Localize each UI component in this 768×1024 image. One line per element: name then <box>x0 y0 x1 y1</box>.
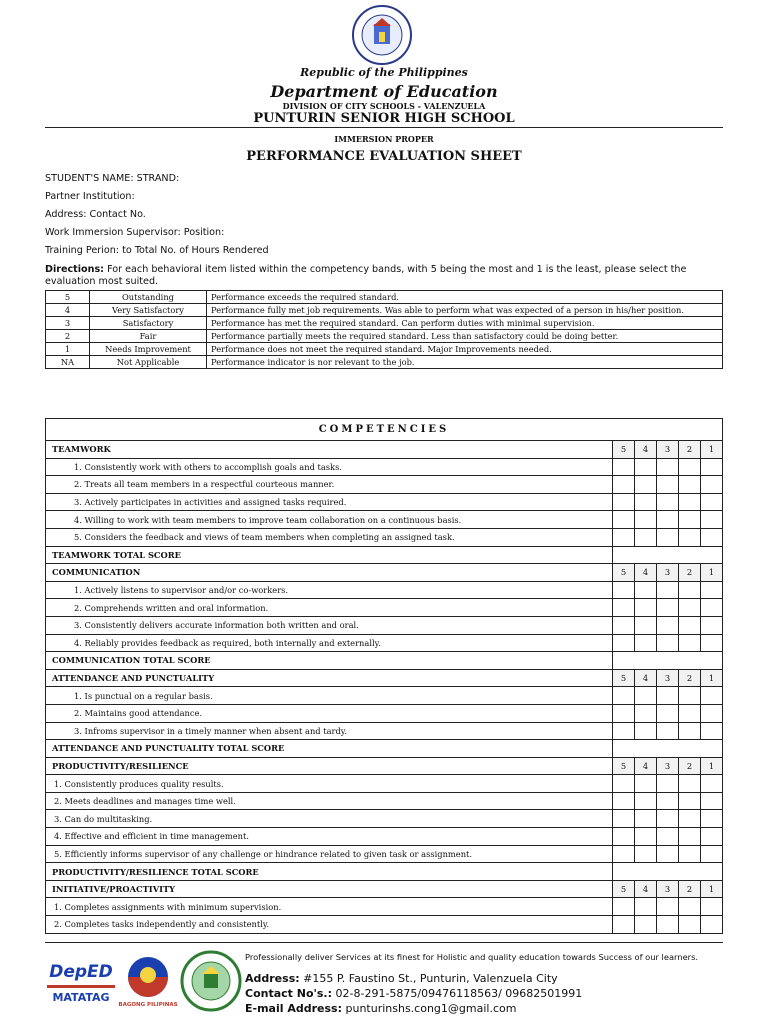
competencies-heading-row <box>46 419 723 441</box>
score-cell[interactable] <box>613 722 635 740</box>
address-value: #155 P. Faustino St., Punturin, Valenzuela City <box>303 972 558 985</box>
score-cell[interactable] <box>635 634 657 652</box>
score-cell[interactable] <box>679 599 701 617</box>
score-header: 3 <box>657 669 679 687</box>
score-cell[interactable] <box>657 511 679 529</box>
score-cell[interactable] <box>657 845 679 863</box>
score-cell[interactable] <box>657 528 679 546</box>
section-header-row <box>46 880 723 898</box>
score-header: 1 <box>701 669 723 687</box>
position-label: Position: <box>183 227 225 238</box>
competency-item: 1. Consistently produces quality results. <box>46 775 613 793</box>
section-header-row <box>46 441 723 459</box>
student-name-row <box>45 173 725 185</box>
competency-item: 3. Actively participates in activities and assigned tasks required. <box>46 493 613 511</box>
scale-rating: Needs Improvement <box>90 343 207 356</box>
scale-score: 2 <box>46 330 90 343</box>
section-total-label: COMMUNICATION TOTAL SCORE <box>46 652 613 670</box>
score-cell[interactable] <box>613 916 635 934</box>
score-cell[interactable] <box>613 528 635 546</box>
score-header: 5 <box>613 880 635 898</box>
scale-score: NA <box>46 356 90 369</box>
score-header: 5 <box>613 669 635 687</box>
scale-row <box>46 343 723 356</box>
score-cell[interactable] <box>701 687 723 705</box>
address-row <box>45 209 725 221</box>
partner-label: Partner Institution: <box>45 191 135 202</box>
department-title: Department of Education <box>270 82 498 101</box>
score-cell[interactable] <box>613 828 635 846</box>
score-cell[interactable] <box>679 828 701 846</box>
score-cell[interactable] <box>679 704 701 722</box>
score-cell[interactable] <box>679 898 701 916</box>
score-cell[interactable] <box>635 458 657 476</box>
bagong-pilipinas-text: BAGONG PILIPINAS <box>118 1002 178 1008</box>
score-header: 3 <box>657 564 679 582</box>
score-cell[interactable] <box>679 634 701 652</box>
score-cell[interactable] <box>657 493 679 511</box>
score-cell[interactable] <box>657 916 679 934</box>
score-cell[interactable] <box>613 476 635 494</box>
competency-item-row <box>46 581 723 599</box>
score-header: 1 <box>701 880 723 898</box>
competency-item-row <box>46 845 723 863</box>
section-total-row <box>46 652 723 670</box>
scale-score: 3 <box>46 317 90 330</box>
score-cell[interactable] <box>657 722 679 740</box>
hours-label: Total No. of Hours Rendered <box>134 245 269 256</box>
total-score-cell[interactable] <box>613 652 723 670</box>
rating-scale-table <box>45 290 723 369</box>
score-cell[interactable] <box>657 687 679 705</box>
scale-description: Performance indicator is nor relevant to the job. <box>207 356 723 369</box>
competency-item: 1. Is punctual on a regular basis. <box>46 687 613 705</box>
section-title: ATTENDANCE AND PUNCTUALITY <box>46 669 613 687</box>
score-header: 2 <box>679 564 701 582</box>
score-header: 5 <box>613 441 635 459</box>
competency-item-row <box>46 511 723 529</box>
score-header: 2 <box>679 441 701 459</box>
score-header: 4 <box>635 880 657 898</box>
score-cell[interactable] <box>657 616 679 634</box>
score-cell[interactable] <box>613 845 635 863</box>
total-score-cell[interactable] <box>613 740 723 758</box>
contact-label-footer: Contact No's.: <box>245 987 333 1000</box>
score-cell[interactable] <box>701 704 723 722</box>
score-cell[interactable] <box>613 792 635 810</box>
competency-item-row <box>46 828 723 846</box>
contact-label: Contact No. <box>89 209 146 220</box>
score-cell[interactable] <box>657 476 679 494</box>
total-score-cell[interactable] <box>613 546 723 564</box>
score-cell[interactable] <box>613 458 635 476</box>
score-header: 2 <box>679 880 701 898</box>
score-cell[interactable] <box>701 810 723 828</box>
score-cell[interactable] <box>613 493 635 511</box>
competency-item-row <box>46 687 723 705</box>
score-cell[interactable] <box>635 828 657 846</box>
score-cell[interactable] <box>701 599 723 617</box>
competencies-heading: COMPETENCIES <box>46 419 723 441</box>
scale-rating: Fair <box>90 330 207 343</box>
competency-item: 3. Can do multitasking. <box>46 810 613 828</box>
competency-item-row <box>46 634 723 652</box>
score-cell[interactable] <box>701 511 723 529</box>
score-cell[interactable] <box>701 792 723 810</box>
score-cell[interactable] <box>613 599 635 617</box>
competency-item-row <box>46 493 723 511</box>
training-label: Training Perion: <box>45 245 120 256</box>
scale-description: Performance partially meets the required standard. Less than satisfactory could be doing better. <box>207 330 723 343</box>
competency-item-row <box>46 916 723 934</box>
score-cell[interactable] <box>635 511 657 529</box>
score-cell[interactable] <box>613 810 635 828</box>
score-cell[interactable] <box>701 493 723 511</box>
score-cell[interactable] <box>635 722 657 740</box>
competency-item: 1. Completes assignments with minimum supervision. <box>46 898 613 916</box>
competency-item-row <box>46 898 723 916</box>
competency-item-row <box>46 458 723 476</box>
section-title: COMMUNICATION <box>46 564 613 582</box>
score-header: 3 <box>657 441 679 459</box>
score-cell[interactable] <box>701 616 723 634</box>
score-cell[interactable] <box>657 634 679 652</box>
scale-row <box>46 317 723 330</box>
competency-item-row <box>46 792 723 810</box>
score-cell[interactable] <box>635 616 657 634</box>
score-cell[interactable] <box>613 616 635 634</box>
scale-rating: Satisfactory <box>90 317 207 330</box>
section-total-row <box>46 863 723 881</box>
footer-contact <box>245 987 582 1000</box>
score-cell[interactable] <box>635 704 657 722</box>
score-cell[interactable] <box>613 511 635 529</box>
score-cell[interactable] <box>701 722 723 740</box>
section-title: TEAMWORK <box>46 441 613 459</box>
competency-item-row <box>46 616 723 634</box>
score-cell[interactable] <box>635 476 657 494</box>
section-label: IMMERSION PROPER <box>334 134 434 144</box>
section-total-label: TEAMWORK TOTAL SCORE <box>46 546 613 564</box>
section-total-row <box>46 546 723 564</box>
competency-item: 4. Willing to work with team members to improve team collaboration on a continuous basis. <box>46 511 613 529</box>
scale-rating: Very Satisfactory <box>90 304 207 317</box>
score-cell[interactable] <box>613 898 635 916</box>
competency-item: 2. Meets deadlines and manages time well. <box>46 792 613 810</box>
score-cell[interactable] <box>613 687 635 705</box>
competency-item: 5. Efficiently informs supervisor of any challenge or hindrance related to given task or assignment. <box>46 845 613 863</box>
score-cell[interactable] <box>635 916 657 934</box>
score-header: 5 <box>613 564 635 582</box>
score-header: 4 <box>635 564 657 582</box>
total-score-cell[interactable] <box>613 863 723 881</box>
score-cell[interactable] <box>701 898 723 916</box>
score-header: 4 <box>635 757 657 775</box>
score-cell[interactable] <box>635 528 657 546</box>
competency-item: 1. Actively listens to supervisor and/or co-workers. <box>46 581 613 599</box>
competency-item: 3. Infroms supervisor in a timely manner when absent and tardy. <box>46 722 613 740</box>
score-cell[interactable] <box>613 775 635 793</box>
score-cell[interactable] <box>657 704 679 722</box>
score-cell[interactable] <box>679 845 701 863</box>
school-name: PUNTURIN SENIOR HIGH SCHOOL <box>253 111 515 126</box>
score-cell[interactable] <box>701 458 723 476</box>
score-header: 1 <box>701 441 723 459</box>
directions-text: For each behavioral item listed within the competency bands, with 5 being the most and 1 is the least, please select the evaluation most suited. <box>45 264 687 287</box>
score-cell[interactable] <box>657 458 679 476</box>
section-header-row <box>46 564 723 582</box>
supervisor-row <box>45 227 725 239</box>
score-header: 5 <box>613 757 635 775</box>
score-cell[interactable] <box>613 581 635 599</box>
matatag-text: MATATAG <box>52 991 110 1004</box>
republic-text: Republic of the Philippines <box>300 66 468 79</box>
competency-item-row <box>46 599 723 617</box>
score-cell[interactable] <box>679 792 701 810</box>
footer-tagline: Professionally deliver Services at its finest for Holistic and quality education towards Success of our learners. <box>245 952 699 962</box>
section-header-row <box>46 757 723 775</box>
score-cell[interactable] <box>635 493 657 511</box>
scale-row <box>46 356 723 369</box>
address-label: Address: <box>45 209 87 220</box>
scale-score: 4 <box>46 304 90 317</box>
score-cell[interactable] <box>635 687 657 705</box>
address-label-footer: Address: <box>245 972 300 985</box>
footer-divider <box>45 942 723 943</box>
score-header: 2 <box>679 757 701 775</box>
score-cell[interactable] <box>657 581 679 599</box>
score-cell[interactable] <box>635 792 657 810</box>
training-to-label: to <box>122 245 132 256</box>
score-cell[interactable] <box>679 616 701 634</box>
competency-item: 5. Considers the feedback and views of team members when completing an assigned task. <box>46 528 613 546</box>
score-cell[interactable] <box>635 599 657 617</box>
score-header: 3 <box>657 880 679 898</box>
section-total-row <box>46 740 723 758</box>
score-cell[interactable] <box>679 493 701 511</box>
scale-row <box>46 330 723 343</box>
competency-item: 2. Maintains good attendance. <box>46 704 613 722</box>
score-header: 1 <box>701 757 723 775</box>
score-header: 4 <box>635 441 657 459</box>
valenzuela-division-logo <box>180 950 242 1012</box>
score-cell[interactable] <box>657 828 679 846</box>
score-cell[interactable] <box>679 581 701 599</box>
score-cell[interactable] <box>635 581 657 599</box>
score-cell[interactable] <box>679 511 701 529</box>
scale-rating: Outstanding <box>90 291 207 304</box>
score-cell[interactable] <box>657 810 679 828</box>
footer-email <box>245 1002 516 1015</box>
score-cell[interactable] <box>701 528 723 546</box>
score-cell[interactable] <box>679 687 701 705</box>
score-cell[interactable] <box>657 775 679 793</box>
score-cell[interactable] <box>635 845 657 863</box>
competency-item: 2. Comprehends written and oral information. <box>46 599 613 617</box>
scale-description: Performance does not meet the required standard. Major Improvements needed. <box>207 343 723 356</box>
bagong-pilipinas-logo <box>118 953 178 1009</box>
competency-item-row <box>46 528 723 546</box>
directions <box>45 264 725 288</box>
header-divider <box>45 127 723 128</box>
scale-score: 1 <box>46 343 90 356</box>
score-cell[interactable] <box>679 458 701 476</box>
score-header: 4 <box>635 669 657 687</box>
competencies-table <box>45 418 723 934</box>
student-name-label: STUDENT'S NAME: <box>45 173 134 184</box>
competency-item: 4. Reliably provides feedback as required, both internally and externally. <box>46 634 613 652</box>
scale-description: Performance has met the required standard. Can perform duties with minimal supervision. <box>207 317 723 330</box>
competency-item-row <box>46 476 723 494</box>
score-cell[interactable] <box>679 722 701 740</box>
deped-matatag-logo <box>45 955 117 1007</box>
score-cell[interactable] <box>679 810 701 828</box>
scale-description: Performance fully met job requirements. Was able to perform what was expected of a person in his/her position. <box>207 304 723 317</box>
section-total-label: ATTENDANCE AND PUNCTUALITY TOTAL SCORE <box>46 740 613 758</box>
score-cell[interactable] <box>657 792 679 810</box>
score-cell[interactable] <box>635 775 657 793</box>
score-cell[interactable] <box>701 845 723 863</box>
score-header: 3 <box>657 757 679 775</box>
supervisor-label: Work Immersion Supervisor: <box>45 227 181 238</box>
contact-value: 02-8-291-5875/09476118563/ 09682501991 <box>335 987 583 1000</box>
competency-item-row <box>46 722 723 740</box>
competency-item-row <box>46 810 723 828</box>
deped-seal-logo <box>343 4 421 66</box>
email-value[interactable]: punturinshs.cong1@gmail.com <box>345 1002 517 1015</box>
scale-description: Performance exceeds the required standard. <box>207 291 723 304</box>
section-title: INITIATIVE/PROACTIVITY <box>46 880 613 898</box>
footer-address <box>245 972 558 985</box>
score-cell[interactable] <box>701 916 723 934</box>
score-cell[interactable] <box>679 775 701 793</box>
email-label: E-mail Address: <box>245 1002 342 1015</box>
strand-label: STRAND: <box>136 173 180 184</box>
score-cell[interactable] <box>701 476 723 494</box>
directions-label: Directions: <box>45 264 105 275</box>
score-cell[interactable] <box>701 775 723 793</box>
deped-logo-text: DepED <box>49 962 113 982</box>
competency-item-row <box>46 704 723 722</box>
scale-rating: Not Applicable <box>90 356 207 369</box>
score-header: 1 <box>701 564 723 582</box>
training-row <box>45 245 725 257</box>
division-text: DIVISION OF CITY SCHOOLS - VALENZUELA <box>282 101 486 111</box>
scale-row <box>46 304 723 317</box>
competency-item: 3. Consistently delivers accurate information both written and oral. <box>46 616 613 634</box>
score-cell[interactable] <box>701 828 723 846</box>
score-cell[interactable] <box>657 898 679 916</box>
competency-item-row <box>46 775 723 793</box>
section-total-label: PRODUCTIVITY/RESILIENCE TOTAL SCORE <box>46 863 613 881</box>
competency-item: 1. Consistently work with others to accomplish goals and tasks. <box>46 458 613 476</box>
score-cell[interactable] <box>613 704 635 722</box>
score-cell[interactable] <box>701 581 723 599</box>
score-cell[interactable] <box>679 916 701 934</box>
score-cell[interactable] <box>635 810 657 828</box>
score-cell[interactable] <box>635 898 657 916</box>
score-cell[interactable] <box>701 634 723 652</box>
score-header: 2 <box>679 669 701 687</box>
scale-score: 5 <box>46 291 90 304</box>
score-cell[interactable] <box>613 634 635 652</box>
score-cell[interactable] <box>679 476 701 494</box>
competency-item: 2. Completes tasks independently and consistently. <box>46 916 613 934</box>
score-cell[interactable] <box>679 528 701 546</box>
partner-row <box>45 191 725 203</box>
competency-item: 2. Treats all team members in a respectful courteous manner. <box>46 476 613 494</box>
section-title: PRODUCTIVITY/RESILIENCE <box>46 757 613 775</box>
section-header-row <box>46 669 723 687</box>
score-cell[interactable] <box>657 599 679 617</box>
scale-row <box>46 291 723 304</box>
page-title: PERFORMANCE EVALUATION SHEET <box>246 149 522 164</box>
competency-item: 4. Effective and efficient in time management. <box>46 828 613 846</box>
